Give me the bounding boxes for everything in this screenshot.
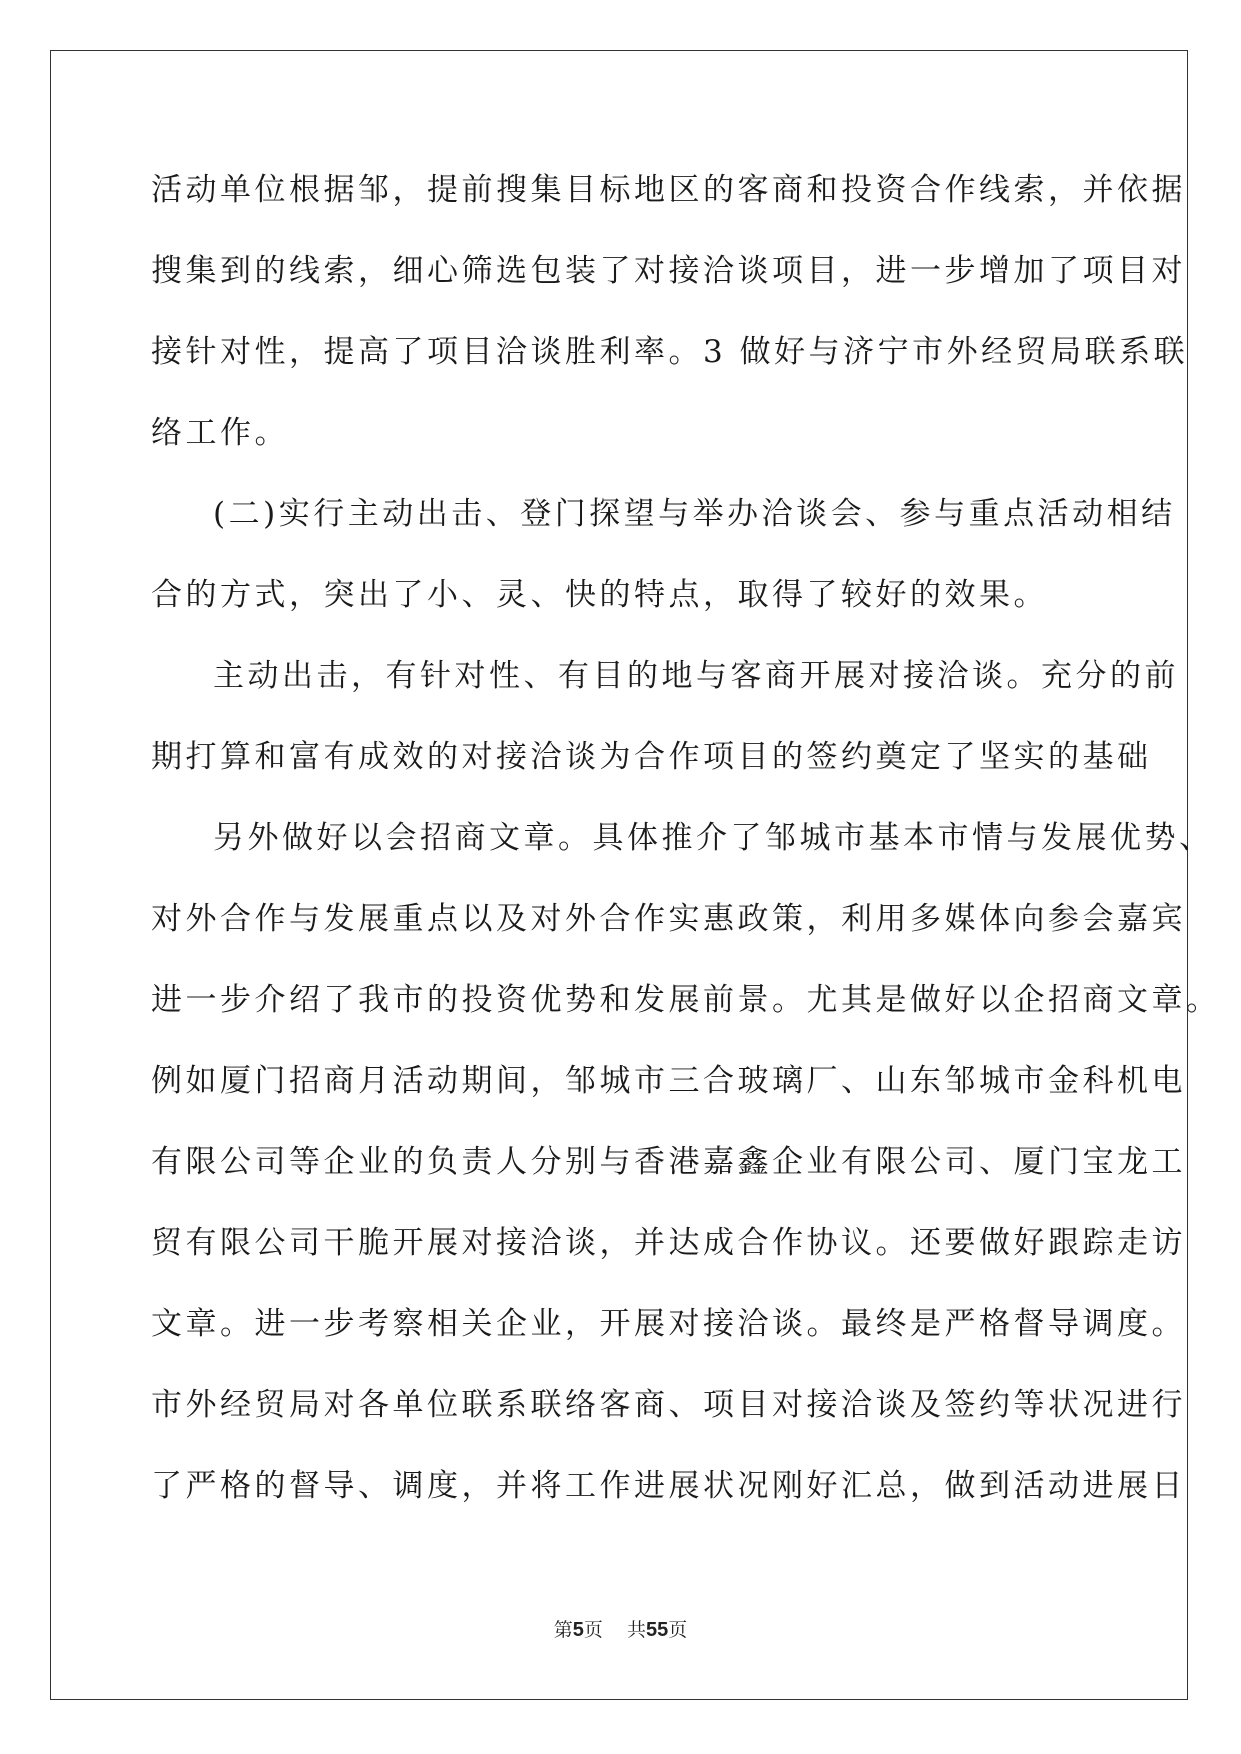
text-line: 进一步介绍了我市的投资优势和发展前景。尤其是做好以企招商文章。 bbox=[151, 982, 1221, 1018]
text-line: 期打算和富有成效的对接洽谈为合作项目的签约奠定了坚实的基础 bbox=[151, 739, 1152, 775]
page-footer bbox=[0, 1617, 1241, 1643]
text-line: 贸有限公司干脆开展对接洽谈，并达成合作协议。还要做好跟踪走访 bbox=[151, 1225, 1186, 1261]
text-line: 了严格的督导、调度，并将工作进展状况刚好汇总，做到活动进展日 bbox=[151, 1468, 1186, 1504]
text-line: 有限公司等企业的负责人分别与香港嘉鑫企业有限公司、厦门宝龙工 bbox=[151, 1144, 1186, 1180]
text-line: 例如厦门招商月活动期间，邹城市三合玻璃厂、山东邹城市金科机电 bbox=[151, 1063, 1186, 1099]
text-line: 络工作。 bbox=[151, 415, 289, 451]
text-line-paragraph-start: 另外做好以会招商文章。具体推介了邹城市基本市情与发展优势、 bbox=[213, 820, 1214, 856]
total-prefix: 共 bbox=[627, 1619, 647, 1641]
text-line: 搜集到的线索，细心筛选包装了对接洽谈项目，进一步增加了项目对 bbox=[151, 253, 1186, 289]
page-prefix: 第 bbox=[553, 1619, 573, 1641]
text-line: 接针对性，提高了项目洽谈胜利率。3 做好与济宁市外经贸局联系联 bbox=[151, 334, 1189, 370]
page-number: 5 bbox=[572, 1619, 584, 1641]
text-line: 合的方式，突出了小、灵、快的特点，取得了较好的效果。 bbox=[151, 577, 1048, 613]
text-line: 文章。进一步考察相关企业，开展对接洽谈。最终是严格督导调度。 bbox=[151, 1306, 1186, 1342]
total-pages: 55 bbox=[646, 1619, 669, 1641]
total-suffix: 页 bbox=[668, 1619, 688, 1641]
text-line: 对外合作与发展重点以及对外合作实惠政策，利用多媒体向参会嘉宾 bbox=[151, 901, 1186, 937]
text-line: 市外经贸局对各单位联系联络客商、项目对接洽谈及签约等状况进行 bbox=[151, 1387, 1186, 1423]
text-line-paragraph-start: 主动出击，有针对性、有目的地与客商开展对接洽谈。充分的前 bbox=[213, 658, 1179, 694]
text-line: 活动单位根据邹，提前搜集目标地区的客商和投资合作线索，并依据 bbox=[151, 172, 1186, 208]
page-suffix: 页 bbox=[583, 1619, 603, 1641]
text-line-paragraph-start: (二)实行主动出击、登门探望与举办洽谈会、参与重点活动相结 bbox=[213, 496, 1176, 532]
document-body bbox=[151, 162, 1221, 1539]
